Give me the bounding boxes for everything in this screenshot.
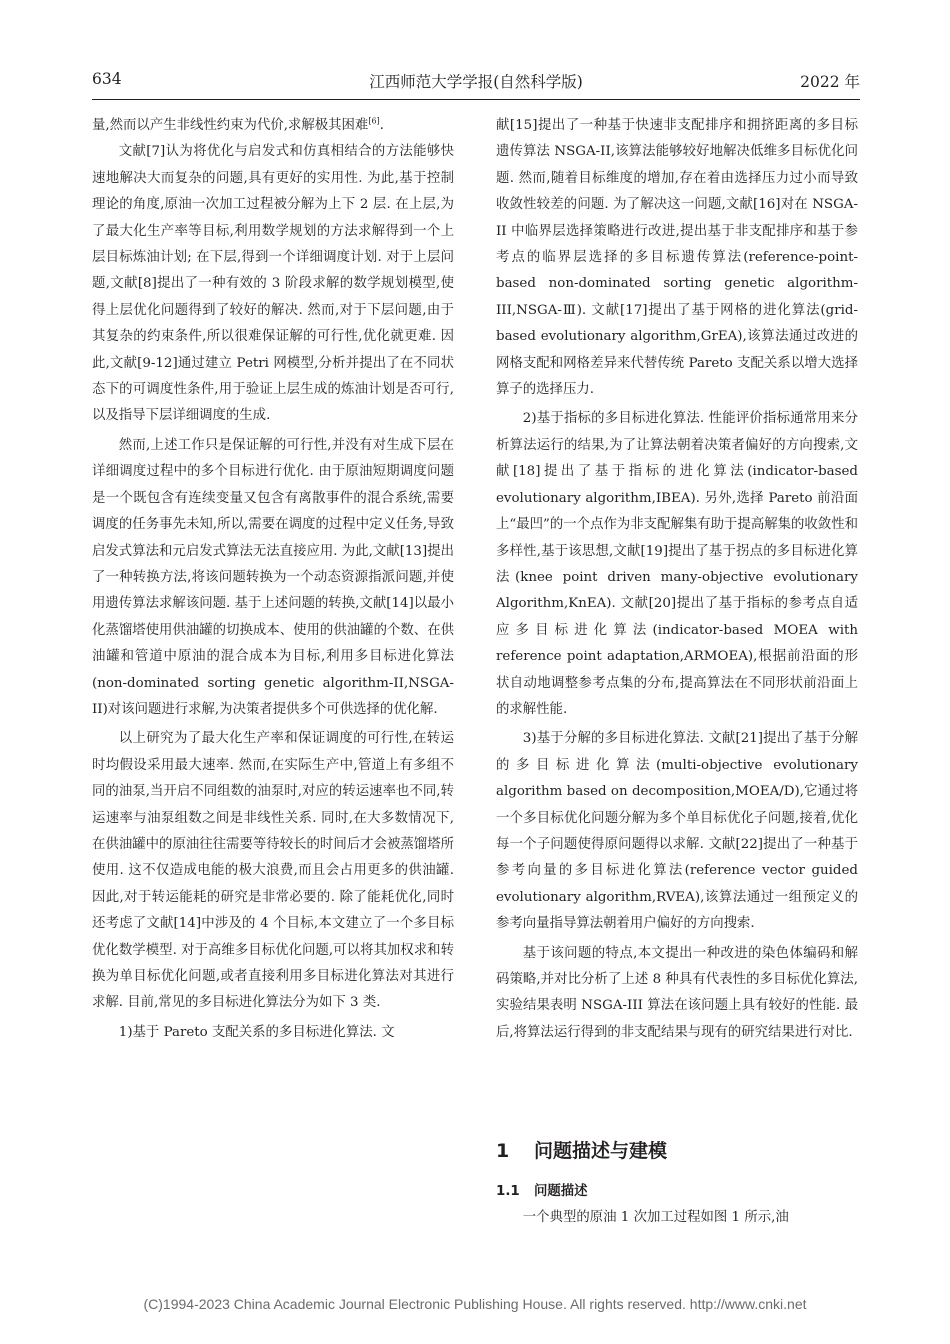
left-paragraph-continuation-end: .	[379, 118, 384, 133]
section-heading	[496, 1136, 858, 1166]
journal-title: 江西师范大学学报(自然科学版)	[369, 73, 583, 91]
running-header	[92, 70, 860, 96]
left-paragraph-4: 1)基于 Pareto 支配关系的多目标进化算法. 文	[118, 1024, 395, 1040]
page-number: 634	[92, 70, 122, 88]
right-column-lower	[496, 1179, 858, 1232]
section-number: 1	[496, 1140, 510, 1162]
section-title: 问题描述与建模	[534, 1140, 668, 1162]
header-rule	[92, 99, 860, 100]
left-paragraph-3: 以上研究为了最大化生产率和保证调度的可行性,在转运时均假设采用最大速率. 然而,在实际生产中,管道上有多组不同的油泵,当开启不同组数的油泵时,对应的转运速率也不同,转运速率与油泵组数之间是非线性关系. 同时,在大多数情况下,在供油罐中的原油往往需要等待较长的时间后才会被蒸馏塔所使用. 这不仅造成电能的极大浪费,而且会占用更多的供油罐. 因此,对于转运能耗的研究是非常必要的. 除了能耗优化,同时还考虑了文献[14]中涉及的 4 个目标,本文建立了一个多目标优化数学模型. 对于高维多目标优化问题,可以将其加权求和转换为单目标优化问题,或者直接利用多目标进化算法对其进行求解. 目前,常见的多目标进化算法分为如下 3 类.	[92, 731, 454, 1011]
right-column	[496, 113, 858, 1046]
right-paragraph-4: 一个典型的原油 1 次加工过程如图 1 所示,油	[522, 1210, 789, 1226]
copyright-footer: (C)1994-2023 China Academic Journal Electronic Publishing House. All rights reserved. http://www.cnki.net	[143, 1296, 807, 1312]
left-paragraph-1: 文献[7]认为将优化与启发式和仿真相结合的方法能够快速地解决大而复杂的问题,具有更好的实用性. 为此,基于控制理论的角度,原油一次加工过程被分解为上下 2 层. 在上层,为了最大化生产率等目标,利用数学规划的方法求解得到一个上层目标炼油计划; 在下层,得到一个详细调度计划. 对于上层问题,文献[8]提出了一种有效的 3 阶段求解的数学规划模型,使得上层优化问题得到了较好的解决. 然而,对于下层问题,由于其复杂的约束条件,所以很难保证解的可行性,优化就更难. 因此,文献[9-12]通过建立 Petri 网模型,分析并提出了在不同状态下的可调度性条件,用于验证上层生成的炼油计划是否可行,以及指导下层详细调度的生成.	[92, 144, 454, 424]
left-column	[92, 113, 454, 1046]
left-paragraph-continuation-text: 量,然而以产生非线性约束为代价,求解极其困难	[92, 118, 369, 133]
right-paragraph-2: 3)基于分解的多目标进化算法. 文献[21]提出了基于分解的多目标进化算法(multi-objective evolutionary algorithm based on decomposition,MOEA/D),它通过将一个多目标优化问题分解为多个单目标优化子问题,接着,优化每一个子问题使得原问题得以求解. 文献[22]提出了一种基于参考向量的多目标进化算法(reference vector guided evolutionary algorithm,RVEA),该算法通过一组预定义的参考向量指导算法朝着用户偏好的方向搜索.	[496, 731, 858, 932]
left-paragraph-continuation	[92, 113, 454, 139]
subsection-number: 1.1	[496, 1184, 520, 1199]
right-paragraph-continuation: 献[15]提出了一种基于快速非支配排序和拥挤距离的多目标遗传算法 NSGA-II,该算法能够较好地解决低维多目标优化问题. 然而,随着目标维度的增加,存在着由选择压力过小而导致收敛性较差的问题. 为了解决这一问题,文献[16]对在 NSGA-II 中临界层选择策略进行改进,提出基于非支配排序和基于参考点的临界层选择的多目标遗传算法(reference-point-based non-dominated sorting genetic algorithm-III,NSGA-Ⅲ). 文献[17]提出了基于网格的进化算法(grid-based evolutionary algorithm,GrEA),该算法通过改进的网格支配和网格差异来代替传统 Pareto 支配关系以增大选择算子的选择压力.	[496, 118, 858, 398]
subsection-title: 问题描述	[534, 1184, 588, 1199]
left-paragraph-2: 然而,上述工作只是保证解的可行性,并没有对生成下层在详细调度过程中的多个目标进行优化. 由于原油短期调度问题是一个既包含有连续变量又包含有离散事件的混合系统,需要调度的任务事先未知,所以,需要在调度的过程中定义任务,导致启发式算法和元启发式算法无法直接应用. 为此,文献[13]提出了一种转换方法,将该问题转换为一个动态资源指派问题,并使用遗传算法求解该问题. 基于上述问题的转换,文献[14]以最小化蒸馏塔使用供油罐的切换成本、使用的供油罐的个数、在供油罐和管道中原油的混合成本为目标,利用多目标进化算法(non-dominated sorting genetic algorithm-II,NSGA-II)对该问题进行求解,为决策者提供多个可供选择的优化解.	[92, 437, 454, 717]
citation-superscript: [6]	[368, 116, 380, 126]
right-paragraph-3: 基于该问题的特点,本文提出一种改进的染色体编码和解码策略,并对比分析了上述 8 种具有代表性的多目标优化算法,实验结果表明 NSGA-III 算法在该问题上具有较好的性能. 最后,将算法运行得到的非支配结果与现有的研究结果进行对比.	[496, 945, 858, 1040]
subsection-heading	[496, 1179, 858, 1205]
publication-year: 2022 年	[800, 73, 860, 91]
right-paragraph-1: 2)基于指标的多目标进化算法. 性能评价指标通常用来分析算法运行的结果,为了让算法朝着决策者偏好的方向搜索,文献[18]提出了基于指标的进化算法(indicator-based evolutionary algorithm,IBEA). 另外,选择 Pareto 前沿面上“最凹”的一个点作为非支配解集有助于提高解集的收敛性和多样性,基于该思想,文献[19]提出了基于拐点的多目标进化算法(knee point driven many-objective evolutionary Algorithm,KnEA). 文献[20]提出了基于指标的参考点自适应多目标进化算法(indicator-based MOEA with reference point adaptation,ARMOEA),根据前沿面的形状自动地调整参考点集的分布,提高算法在不同形状前沿面上的求解性能.	[496, 411, 858, 717]
